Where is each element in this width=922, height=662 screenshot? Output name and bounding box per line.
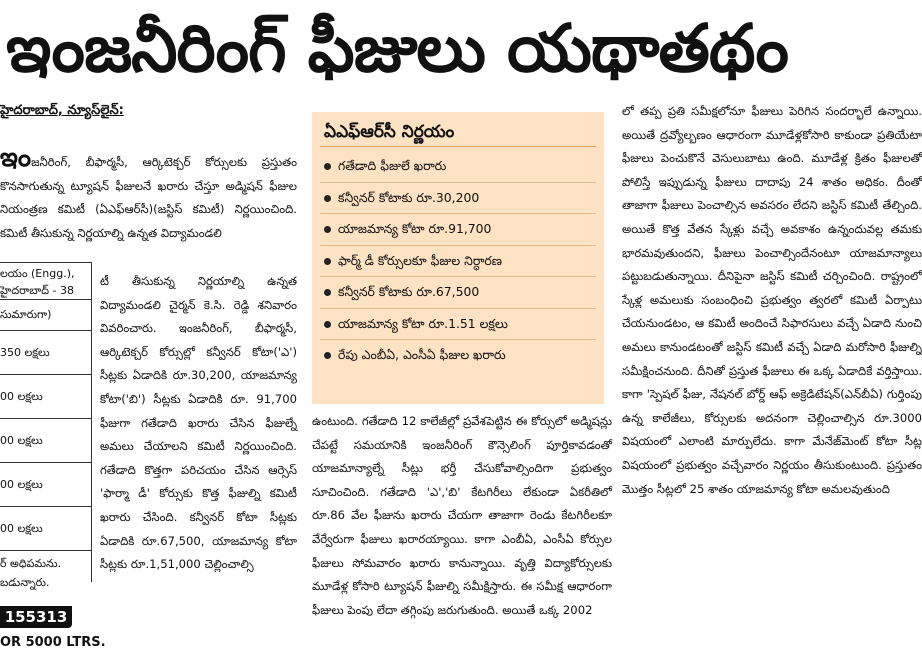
decision-infobox — [312, 112, 604, 404]
sidebox-foot-line2: బడున్నారు. — [0, 576, 50, 589]
infobox-item-text: యాజమాన్య కోటా రూ.1.51 లక్షలు — [338, 315, 508, 331]
sidebox-row: 00 లక్షలు — [0, 418, 91, 462]
infobox-item — [320, 277, 596, 309]
infobox-item — [320, 151, 596, 183]
infobox-item — [320, 340, 596, 371]
dateline: హైదరాబాద్, న్యూస్‌లైన్: — [0, 103, 124, 118]
infobox-item-text: యాజమాన్య కోటా రూ.91,700 — [338, 221, 492, 236]
article-text-1: జనీరింగ్, బీఫార్మసీ, ఆర్కిటెక్చర్ కోర్సులకు ప్రస్తుతం కొనసాగుతున్న ట్యూషన్ ఫీజులనే ఖరారు చేస్తూ అడ్మిషన్ ఫీజుల నియంత్రణ కమిటీ (ఏఎఫ్‌ఆర్‌సీ)(జస్టిస్ కమిటీ) నిర్ణయించింది. కమిటీ తీసుకున్న నిర్ణయాల్ని ఉన్నత విద్యామండలి — [0, 155, 297, 240]
article-column-2 — [100, 270, 297, 662]
sidebox-row: 350 లక్షలు — [0, 330, 91, 374]
bullet-icon — [324, 258, 331, 265]
ad-text: OR 5000 LTRS. — [0, 635, 106, 650]
sidebox-row: 00 లక్షలు — [0, 506, 91, 550]
sidebox-head-line2: హైదరాబాద్ - 38 — [0, 284, 74, 297]
infobox-item-text: గతేడాది ఫీజులే ఖరారు — [338, 158, 447, 173]
article-text-3: ఉంటుంది. గతేడాది 12 కాలేజీల్లో ప్రవేశపెట్టిన ఈ కోర్సులో అడ్మిషన్లు చేపట్టే సమయానికి ఇంజనీరింగ్ కౌన్సెలింగ్ పూర్తికావడంతో యాజమాన్యాల్నే సీట్లు భర్తీ చేసుకోవాల్సిందిగా ప్రభుత్వం సూచించింది. గతేడాది 'ఎ','బి' కేటగిరీలు లేకుండా ఏకరీతిలో రూ.86 వేల ఫీజును ఖరారు చేయగా తాజాగా రెండు కేటగిరీలకూ వేర్వేరుగా ఫీజులు ఖరారయ్యాయి. కాగా ఎంబీఏ, ఎంసీఏ కోర్సుల ఫీజులు సోమవారం ఖరారు కానున్నాయి. వృత్తి విద్యాకోర్సులకు మూడేళ్ల కోసారి ట్యూషన్ ఫీజుల్ని సమీక్షిస్తారు. ఈ సమీక్ష ఆధారంగా ఫీజులు పెంపు లేదా తగ్గింపు జరుగుతుంది. అయితే ఒక్క 2002 — [312, 414, 612, 617]
article-text-4: లో తప్ప ప్రతి సమీక్షలోనూ ఫీజులు పెరిగిన సందర్భాలే ఉన్నాయి. అయితే ద్రవ్యోల్బణం ఆధారంగా మూడేళ్లకోసారి కాకుండా ప్రతియేటా ఫీజులు పెంచుకొనే వెసులుబాటు ఉంది. మూడేళ్ల క్రితం ఫీజులతో పోలిస్తే ఇప్పుడున్న ఫీజులు దాదాపు 24 శాతం అధికం. దీంతో తాజాగా ఫీజులు పెంచాల్సిన అవసరం లేదని జస్టిస్ కమిటీ తేల్చింది. అయితే కొత్త వేతన స్కేళ్లు వచ్చే అవకాశం ఉన్నందువల్ల తమకు భారమవుతుందని, ఫీజులు పెంచాల్సిందేనంటూ యాజమాన్యాలు పట్టుబడుతున్నాయి. దీనిపైనా జస్టిస్ కమిటీ చర్చించింది. రాష్ట్రంలో స్కేళ్ల అమలుకు సంబంధించి ప్రభుత్వం త్వరలో కమిటీ ఏర్పాటు చేయనుండటం, ఆ కమిటీ అందించే సిఫారసులు వచ్చే ఏడాది నుంచి అమలు కానుండటంతో జస్టిస్ కమిటీ వచ్చే ఏడాది మరోసారి ఫీజుల్ని సమీక్షించనుంది. దీనితో ప్రస్తుత ఫీజులు ఈ ఒక్క ఏడాదికే వర్తిస్తాయి. కాగా 'స్పెషల్ ఫీజు, నేషనల్ బోర్డ్ ఆఫ్ అక్రెడిటేషన్(ఎన్‌బీఏ) గుర్తింపు ఉన్న కాలేజీలు, కోర్సులకు అదనంగా చెల్లించాల్సిన రూ.3000 విషయంలో ఎలాంటి మార్పులేదు. కాగా మేనేజ్‌మెంట్ కోటా సీట్ల విషయంలో ప్రభుత్వం వచ్చేవారం నిర్ణయం తీసుకుంటుంది. ప్రస్తుతం మొత్తం సీట్లలో 25 శాతం యాజమాన్య కోటా అమలవుతుంది — [622, 104, 922, 496]
sidebox-head-line1: లయం (Engg.), — [0, 267, 75, 280]
infobox-item-text: రేపు ఎంబీఏ, ఎంసీఏ ఫీజుల ఖరారు — [338, 347, 506, 362]
infobox-title: ఏఎఫ్‌ఆర్‌సీ నిర్ణయం — [320, 118, 596, 147]
bullet-icon — [324, 226, 331, 233]
advertisement — [0, 600, 106, 662]
bullet-icon — [324, 163, 331, 170]
sidebox-row: 00 లక్షలు — [0, 462, 91, 506]
bullet-icon — [324, 289, 331, 296]
infobox-item-text: ఫార్మ్ డీ కోర్సులకూ ఫీజుల నిర్ధారణ — [338, 252, 503, 268]
sidebox-heading — [0, 263, 91, 299]
article-column-1 — [0, 145, 297, 267]
ad-phone-number: 155313 — [0, 606, 72, 628]
article-column-4 — [622, 100, 922, 662]
bullet-icon — [324, 352, 331, 359]
infobox-item — [320, 309, 596, 341]
infobox-item — [320, 183, 596, 215]
fee-table-sidebox — [0, 262, 92, 589]
infobox-item — [320, 246, 596, 278]
headline: ఇంజనీరింగ్ ఫీజులు యథాతథం — [6, 10, 788, 87]
sidebox-sub: సుమారుగా) — [0, 299, 91, 330]
article-text-2: టీ తీసుకున్న నిర్ణయాల్ని ఉన్నత విద్యామండలి చైర్మన్ కె.సి. రెడ్డి శనివారం వివరించారు. ఇంజనీరింగ్, బీఫార్మసీ, ఆర్కిటెక్చర్ కోర్సుల్లో కన్వీనర్ కోటా('ఎ') సీట్లకు ఏడాదికి రూ.30,200, యాజమాన్య కోటా('బి') సీట్లకు ఏడాదికి రూ. 91,700 ఫీజుగా గతేడాది ఖరారు చేసిన ఫీజుల్నే అమలు చేయాలని కమిటీ నిర్ణయించింది. గతేడాది కొత్తగా పరిచయం చేసిన ఆర్సెస్ 'ఫార్మా డీ' కోర్సుకు కొత్త ఫీజుల్ని కమిటీ ఖరారు చేసింది. కన్వీనర్ కోటా సీట్లకు ఏడాదికి రూ.67,500, యాజమాన్య కోటా సీట్లకు రూ.1,51,000 చెల్లించాల్సి — [100, 274, 297, 572]
infobox-item — [320, 214, 596, 246]
bullet-icon — [324, 195, 331, 202]
sidebox-foot-line1: ర్ అధిపమను. — [0, 557, 62, 570]
sidebox-row: 00 లక్షలు — [0, 374, 91, 418]
bullet-icon — [324, 321, 331, 328]
infobox-item-text: కన్వీనర్ కోటాకు రూ.67,500 — [338, 284, 480, 299]
sidebox-footer — [0, 550, 91, 592]
dropcap: ఇం — [0, 143, 32, 173]
infobox-item-text: కన్వీనర్ కోటాకు రూ.30,200 — [338, 189, 480, 205]
article-column-3 — [312, 410, 612, 662]
